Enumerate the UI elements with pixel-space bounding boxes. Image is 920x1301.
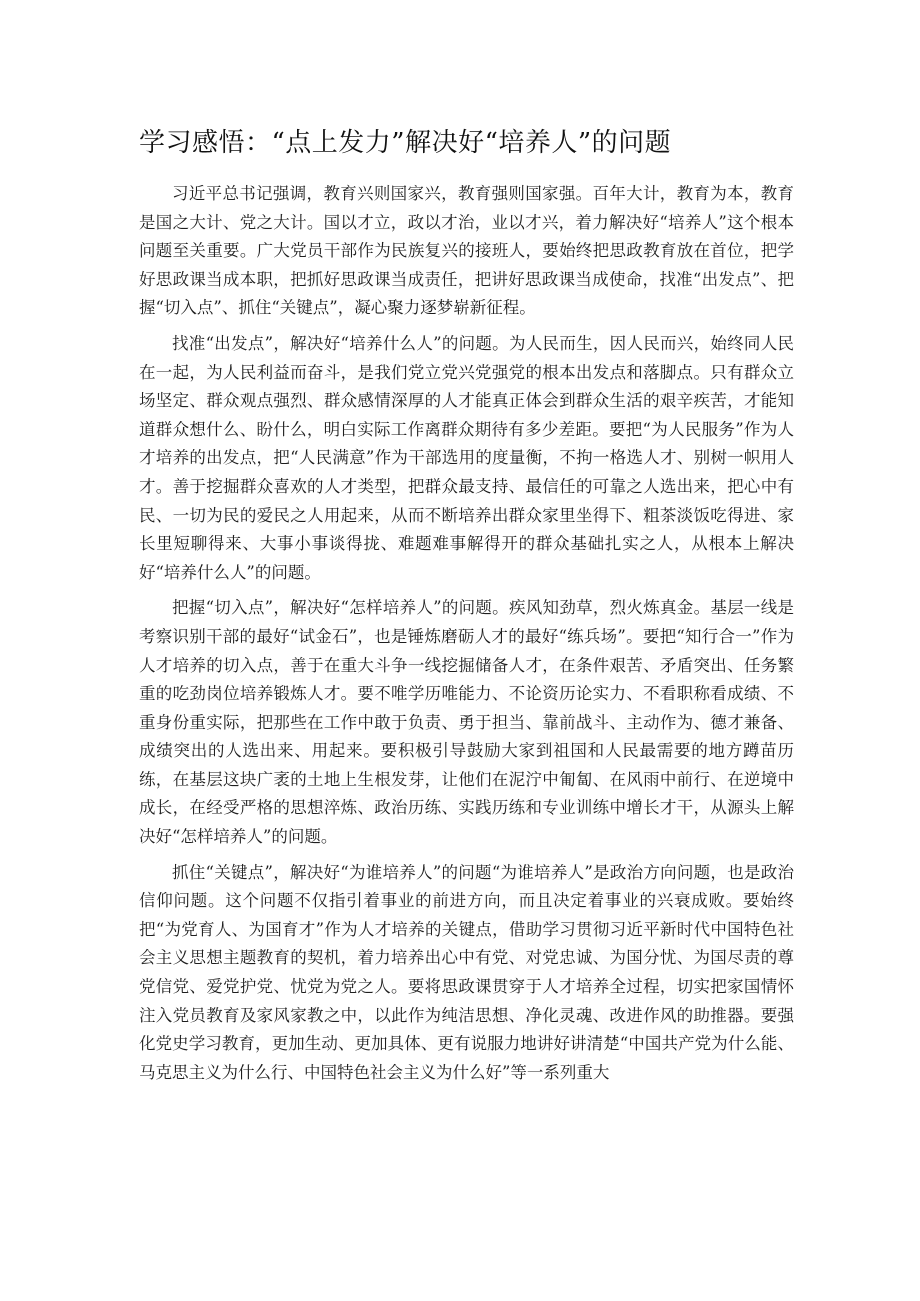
paragraph-entry-point: 把握“切入点”，解决好“怎样培养人”的问题。疾风知劲草，烈火炼真金。基层一线是考察识别干部的最好“试金石”，也是锤炼磨砺人才的最好“练兵场”。要把“知行合一”作为人才培养的切入点，善于在重大斗争一线挖掘储备人才，在条件艰苦、矛盾突出、任务繁重的吃劲岗位培养锻炼人才。要不唯学历唯能力、不论资历论实力、不看职称看成绩、不重身份重实际，把那些在工作中敢于负责、勇于担当、靠前战斗、主动作为、德才兼备、成绩突出的人选出来、用起来。要积极引导鼓励大家到祖国和人民最需要的地方蹲苗历练，在基层这块广袤的土地上生根发芽，让他们在泥泞中匍匐、在风雨中前行、在逆境中成长，在经受严格的思想淬炼、政治历练、实践历练和专业训练中增长才干，从源头上解决好“怎样培养人”的问题。 (139, 598, 794, 847)
article-body (139, 122, 794, 1094)
article-title: 学习感悟：“点上发力”解决好“培养人”的问题 (139, 128, 672, 158)
paragraph-intro: 习近平总书记强调，教育兴则国家兴，教育强则国家强。百年大计，教育为本，教育是国之大计、党之大计。国以才立，政以才治，业以才兴，着力解决好“培养人”这个根本问题至关重要。广大党员干部作为民族复兴的接班人，要始终把思政教育放在首位，把学好思政课当成本职，把抓好思政课当成责任，把讲好思政课当成使命，找准“出发点”、把握“切入点”、抓住“关键点”，凝心聚力逐梦崭新征程。 (139, 184, 794, 318)
paragraph-starting-point: 找准“出发点”，解决好“培养什么人”的问题。为人民而生，因人民而兴，始终同人民在一起，为人民利益而奋斗，是我们党立党兴党强党的根本出发点和落脚点。只有群众立场坚定、群众观点强烈、群众感情深厚的人才能真正体会到群众生活的艰辛疾苦，才能知道群众想什么、盼什么，明白实际工作离群众期待有多少差距。要把“为人民服务”作为人才培养的出发点，把“人民满意”作为干部选用的度量衡，不拘一格选人才、别树一帜用人才。善于挖掘群众喜欢的人才类型，把群众最支持、最信任的可靠之人选出来，把心中有民、一切为民的爱民之人用起来，从而不断培养出群众家里坐得下、粗茶淡饭吃得进、家长里短聊得来、大事小事谈得拢、难题难事解得开的群众基础扎实之人，从根本上解决好“培养什么人”的问题。 (139, 333, 794, 582)
paragraph-key-point: 抓住“关键点”，解决好“为谁培养人”的问题“为谁培养人”是政治方向问题，也是政治信仰问题。这个问题不仅指引着事业的前进方向，而且决定着事业的兴衰成败。要始终把“为党育人、为国育才”作为人才培养的关键点，借助学习贯彻习近平新时代中国特色社会主义思想主题教育的契机，着力培养出心中有党、对党忠诚、为国分忧、为国尽责的尊党信党、爱党护党、忧党为党之人。要将思政课贯穿于人才培养全过程，切实把家国情怀注入党员教育及家风家教之中，以此作为纯洁思想、净化灵魂、改进作风的助推器。要强化党史学习教育，更加生动、更加具体、更有说服力地讲好讲清楚“中国共产党为什么能、马克思主义为什么行、中国特色社会主义为什么好”等一系列重大 (139, 862, 794, 1082)
